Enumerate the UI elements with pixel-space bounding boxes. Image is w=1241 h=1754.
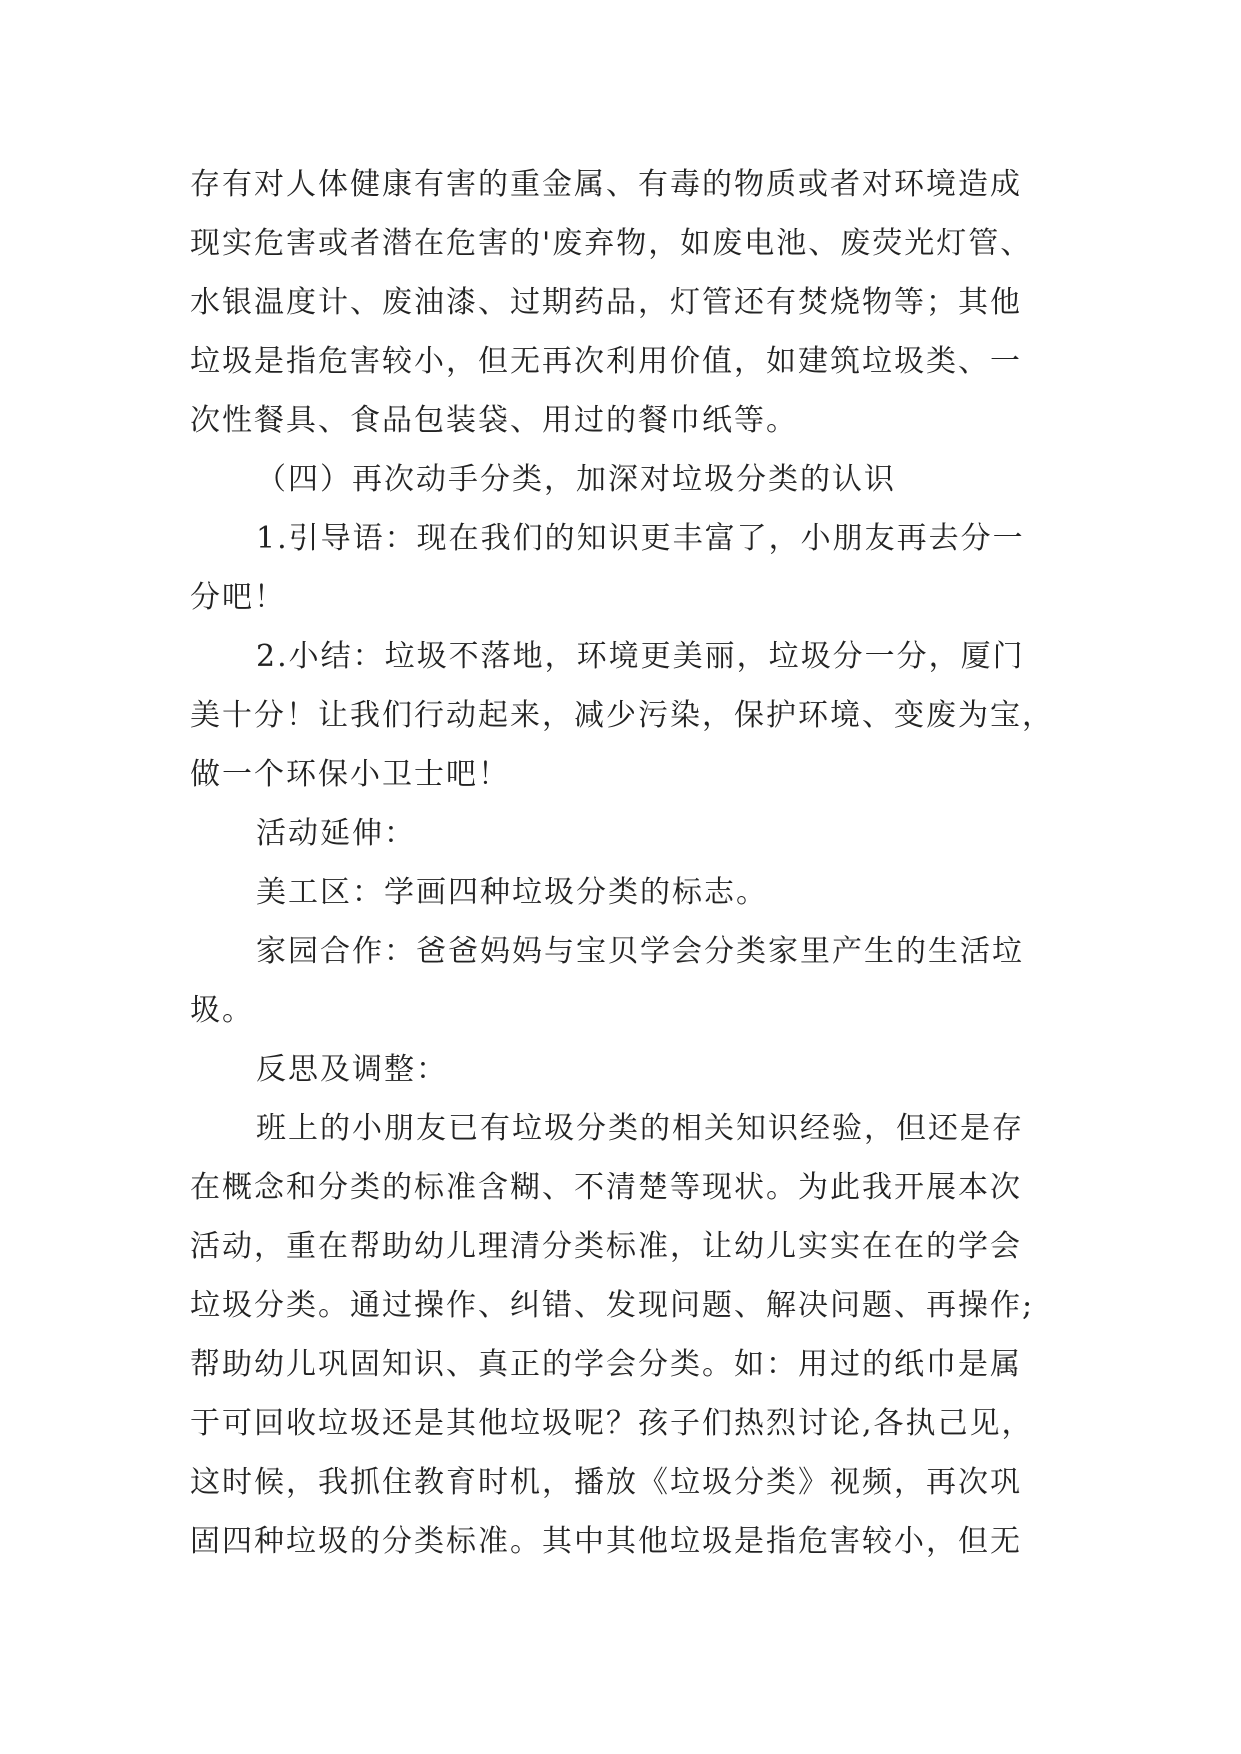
text-line: 固四种垃圾的分类标准。其中其他垃圾是指危害较小，但无	[190, 1524, 1022, 1559]
text-line: 分吧！	[190, 580, 286, 615]
text-line: 垃圾分类。通过操作、纠错、发现问题、解决问题、再操作;	[190, 1288, 1035, 1323]
text-line: 美十分！让我们行动起来，减少污染，保护环境、变废为宝，	[190, 698, 1054, 733]
section-heading: 反思及调整：	[256, 1052, 448, 1087]
text-line: 在概念和分类的标准含糊、不清楚等现状。为此我开展本次	[190, 1170, 1022, 1205]
text-line: 现实危害或者潜在危害的'废弃物，如废电池、废荧光灯管、	[190, 226, 1033, 261]
text-line: 班上的小朋友已有垃圾分类的相关知识经验，但还是存	[256, 1111, 1024, 1146]
text-line: 美工区：学画四种垃圾分类的标志。	[256, 875, 768, 910]
text-line: 活动，重在帮助幼儿理清分类标准，让幼儿实实在在的学会	[190, 1229, 1022, 1264]
text-line: 2.小结：垃圾不落地，环境更美丽，垃圾分一分，厦门	[256, 639, 1025, 674]
document-text-body	[190, 155, 1070, 1571]
text-line: 做一个环保小卫士吧！	[190, 757, 510, 792]
text-line: 家园合作：爸爸妈妈与宝贝学会分类家里产生的生活垃	[256, 934, 1024, 969]
text-line: 于可回收垃圾还是其他垃圾呢？孩子们热烈讨论,各执己见，	[190, 1406, 1034, 1441]
text-line: 圾。	[190, 993, 254, 1028]
text-line: 帮助幼儿巩固知识、真正的学会分类。如：用过的纸巾是属	[190, 1347, 1022, 1382]
text-line: 次性餐具、食品包装袋、用过的餐巾纸等。	[190, 403, 798, 438]
text-line: 存有对人体健康有害的重金属、有毒的物质或者对环境造成	[190, 167, 1022, 202]
section-heading: （四）再次动手分类，加深对垃圾分类的认识	[256, 462, 896, 497]
text-line: 水银温度计、废油漆、过期药品，灯管还有焚烧物等；其他	[190, 285, 1022, 320]
text-line: 这时候，我抓住教育时机，播放《垃圾分类》视频，再次巩	[190, 1465, 1022, 1500]
text-line: 1.引导语：现在我们的知识更丰富了，小朋友再去分一	[256, 521, 1025, 556]
section-heading: 活动延伸：	[256, 816, 416, 851]
text-line: 垃圾是指危害较小，但无再次利用价值，如建筑垃圾类、一	[190, 344, 1022, 379]
